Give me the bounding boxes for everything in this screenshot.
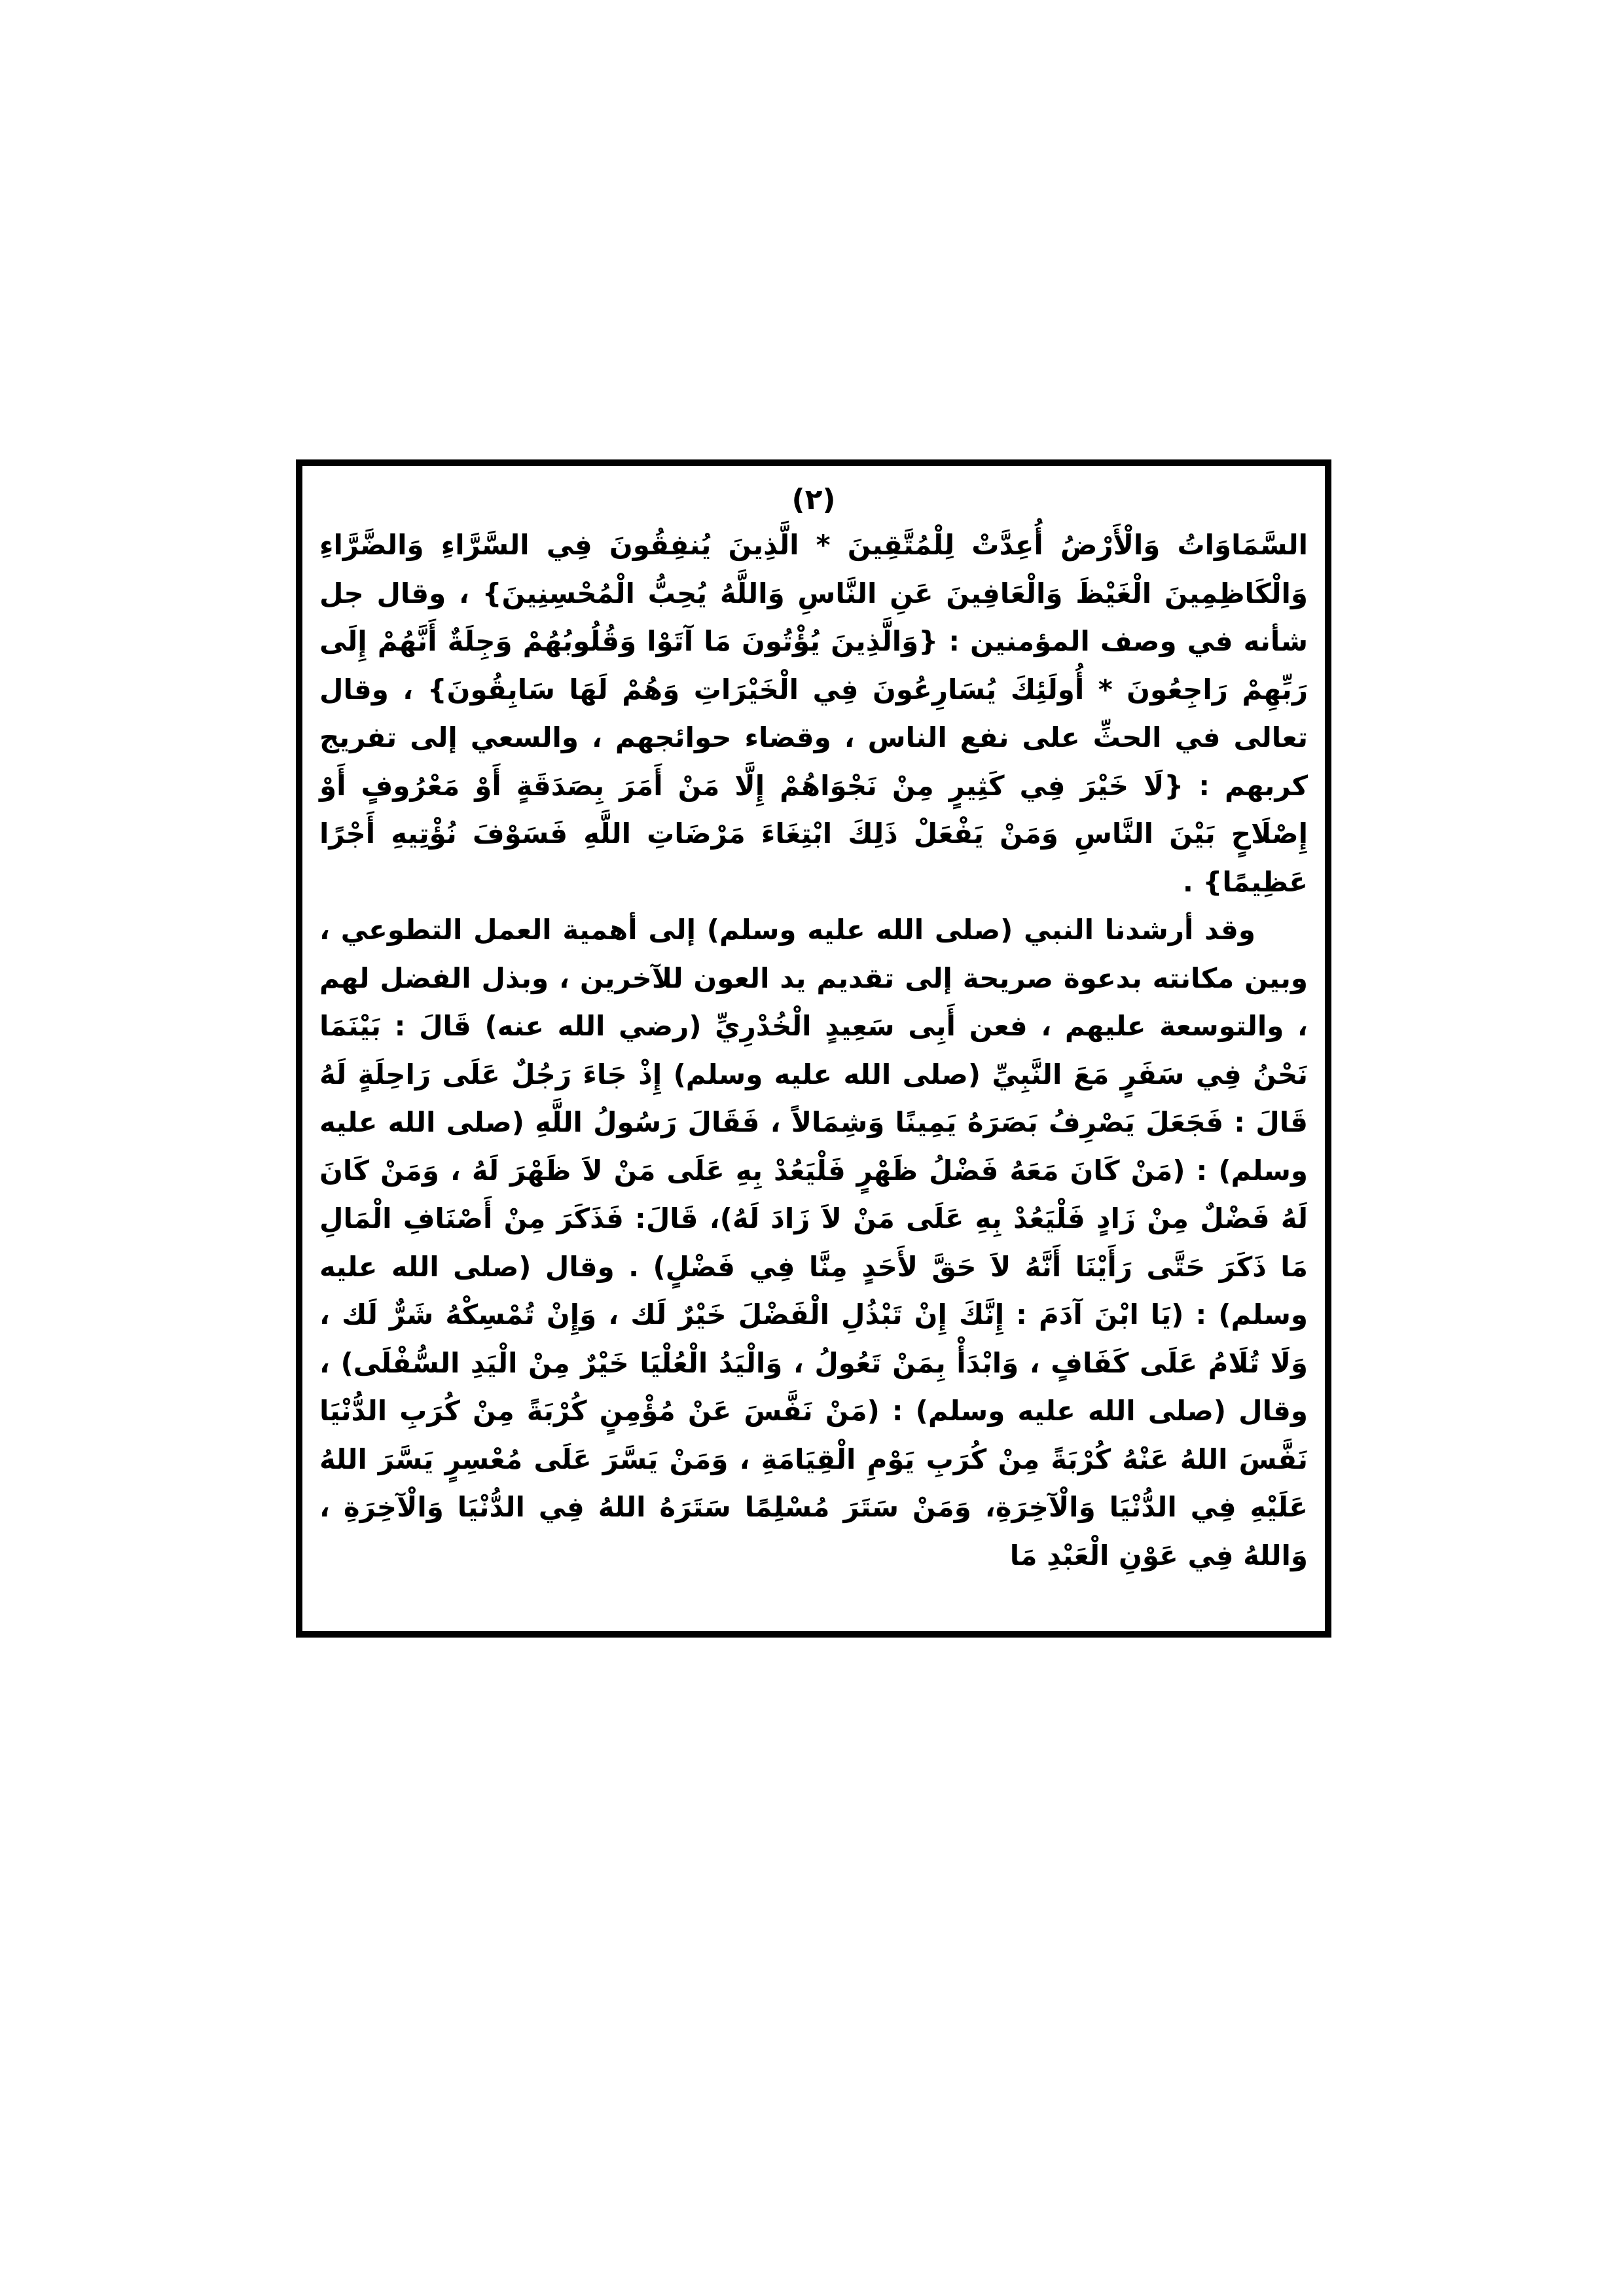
page-number: (٢) bbox=[791, 483, 836, 516]
paragraph-hadith: وقد أرشدنا النبي (صلى الله عليه وسلم) إلى أهمية العمل التطوعي ، وبين مكانته بدعوة صريحة إلى تقديم يد العون للآخرين ، وبذل الفضل لهم ، والتوسعة عليهم ، فعن أَبِى سَعِيدٍ الْخُدْرِيِّ (رضي الله عنه) قَالَ : بَيْنَمَا نَحْنُ فِي سَفَرٍ مَعَ النَّبِيِّ (صلى الله عليه وسلم) إِذْ جَاءَ رَجُلٌ عَلَى رَاحِلَةٍ لَهُ قَالَ : فَجَعَلَ يَصْرِفُ بَصَرَهُ يَمِينًا وَشِمَالاً ، فَقَالَ رَسُولُ اللَّهِ (صلى الله عليه وسلم) : (مَنْ كَانَ مَعَهُ فَضْلُ ظَهْرٍ فَلْيَعُدْ بِهِ عَلَى مَنْ لاَ ظَهْرَ لَهُ ، وَمَنْ كَانَ لَهُ فَضْلٌ مِنْ زَادٍ فَلْيَعُدْ بِهِ عَلَى مَنْ لاَ زَادَ لَهُ)، قَالَ: فَذَكَرَ مِنْ أَصْنَافِ الْمَالِ مَا ذَكَرَ حَتَّى رَأَيْنَا أَنَّهُ لاَ حَقَّ لأَحَدٍ مِنَّا فِي فَضْلٍ) . وقال (صلى الله عليه وسلم) : (يَا ابْنَ آدَمَ : إِنَّكَ إِنْ تَبْذُلِ الْفَضْلَ خَيْرٌ لَك ، وَإِنْ تُمْسِكْهُ شَرٌّ لَك ، وَلَا تُلَامُ عَلَى كَفَافٍ ، وَابْدَأْ بِمَنْ تَعُولُ ، وَالْيَدُ الْعُلْيَا خَيْرٌ مِنْ الْيَدِ السُّفْلَى) ، وقال (صلى الله عليه وسلم) : (مَنْ نَفَّسَ عَنْ مُؤْمِنٍ كُرْبَةً مِنْ كُرَبِ الدُّنْيَا نَفَّسَ اللهُ عَنْهُ كُرْبَةً مِنْ كُرَبِ يَوْمِ الْقِيَامَةِ ، وَمَنْ يَسَّرَ عَلَى مُعْسِرٍ يَسَّرَ اللهُ عَلَيْهِ فِي الدُّنْيَا وَالْآخِرَةِ، وَمَنْ سَتَرَ مُسْلِمًا سَتَرَهُ اللهُ فِي الدُّنْيَا وَالْآخِرَةِ ، وَاللهُ فِي عَوْنِ الْعَبْدِ مَا bbox=[319, 914, 1308, 1571]
page-frame bbox=[296, 459, 1331, 1638]
paragraph-quran-verses: السَّمَاوَاتُ وَالْأَرْضُ أُعِدَّتْ لِلْمُتَّقِينَ * الَّذِينَ يُنفِقُونَ فِي السَّرَّاءِ وَالضَّرَّاءِ وَالْكَاظِمِينَ الْغَيْظَ وَالْعَافِينَ عَنِ النَّاسِ وَاللَّهُ يُحِبُّ الْمُحْسِنِينَ} ، وقال جل شأنه في وصف المؤمنين : {وَالَّذِينَ يُؤْتُونَ مَا آتَوْا وَقُلُوبُهُمْ وَجِلَةٌ أَنَّهُمْ إِلَى رَبِّهِمْ رَاجِعُونَ * أُولَئِكَ يُسَارِعُونَ فِي الْخَيْرَاتِ وَهُمْ لَهَا سَابِقُونَ} ، وقال تعالى في الحثِّ على نفع الناس ، وقضاء حوائجهم ، والسعي إلى تفريج كربهم : {لَا خَيْرَ فِي كَثِيرٍ مِنْ نَجْوَاهُمْ إِلَّا مَنْ أَمَرَ بِصَدَقَةٍ أَوْ مَعْرُوفٍ أَوْ إِصْلَاحٍ بَيْنَ النَّاسِ وَمَنْ يَفْعَلْ ذَلِكَ ابْتِغَاءَ مَرْضَاتِ اللَّهِ فَسَوْفَ نُؤْتِيهِ أَجْرًا عَظِيمًا} . bbox=[319, 529, 1308, 898]
